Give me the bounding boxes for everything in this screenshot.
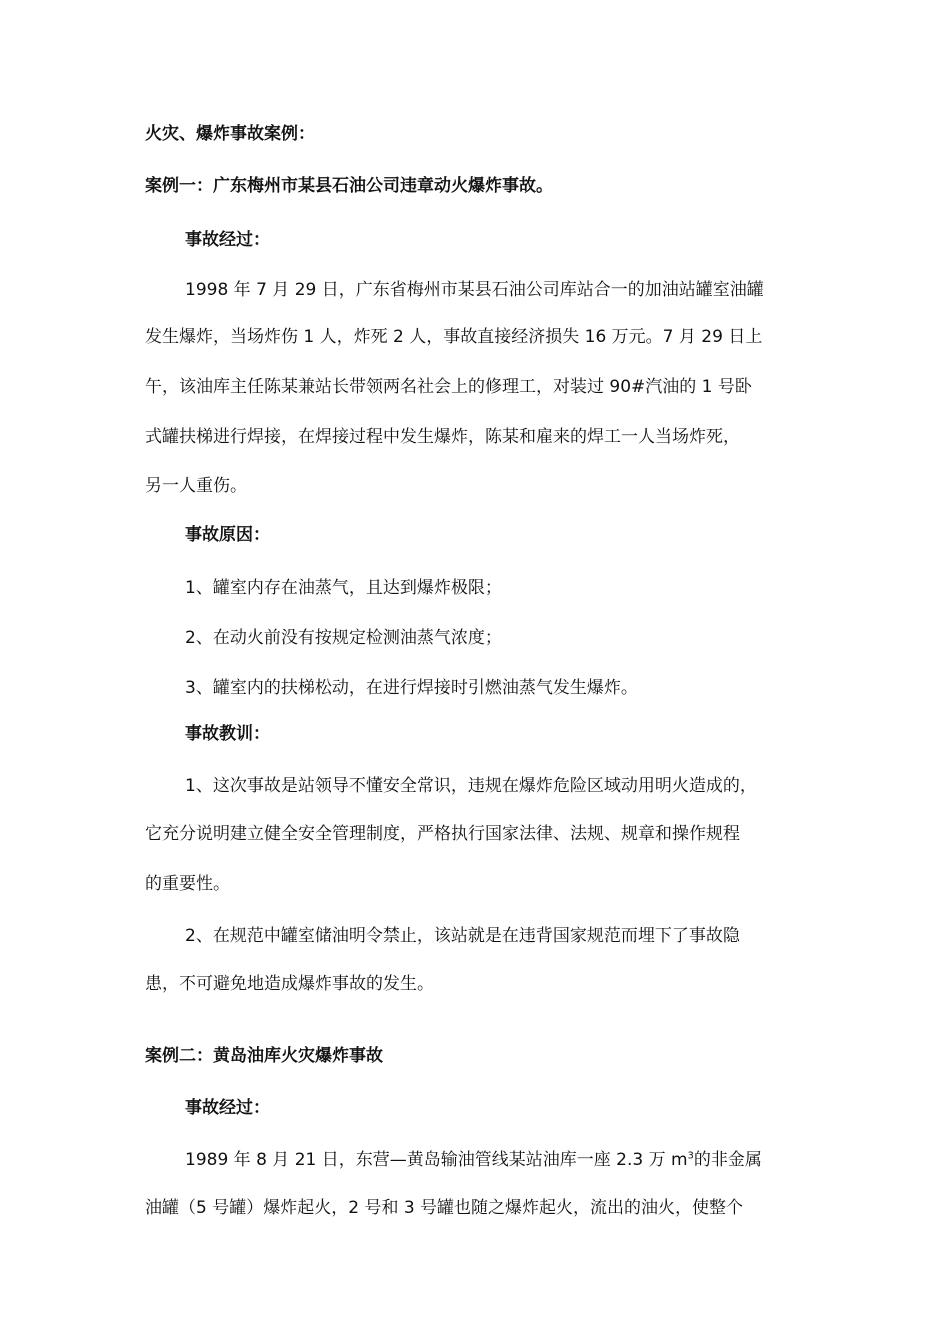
case2-process-line [0, 1148, 950, 1172]
case1-cause-item: 2、在动火前没有按规定检测油蒸气浓度； [185, 628, 502, 648]
case1-process-line: 式罐扶梯进行焊接，在焊接过程中发生爆炸，陈某和雇来的焊工一人当场炸死， [145, 427, 740, 447]
case1-lesson-line: 患，不可避免地造成爆炸事故的发生。 [145, 974, 434, 994]
case1-process-line: 另一人重伤。 [145, 476, 247, 496]
case1-cause-item: 1、罐室内存在油蒸气，且达到爆炸极限； [185, 578, 502, 598]
case1-lesson-line: 的重要性。 [145, 874, 230, 894]
case2-heading: 案例二：黄岛油库火灾爆炸事故 [145, 1046, 383, 1066]
case1-heading: 案例一：广东梅州市某县石油公司违章动火爆炸事故。 [145, 176, 553, 196]
case1-lesson-line: 1、这次事故是站领导不懂安全常识，违规在爆炸危险区域动用明火造成的， [185, 776, 757, 796]
superscript-3: 3 [687, 1150, 694, 1162]
case1-cause-item: 3、罐室内的扶梯松动，在进行焊接时引燃油蒸气发生爆炸。 [185, 678, 638, 698]
case1-process-heading: 事故经过： [185, 230, 270, 250]
case2-line1-text: 1989 年 8 月 21 日，东营—黄岛输油管线某站油库一座 2.3 万 m [185, 1150, 688, 1170]
case2-process-heading: 事故经过： [185, 1098, 270, 1118]
case1-lesson-line: 它充分说明建立健全安全管理制度，严格执行国家法律、法规、规章和操作规程 [145, 824, 740, 844]
case1-process-line: 发生爆炸，当场炸伤 1 人，炸死 2 人，事故直接经济损失 16 万元。7 月 29 日上 [145, 327, 763, 347]
case1-process-line: 午，该油库主任陈某兼站长带领两名社会上的修理工，对装过 90#汽油的 1 号卧 [145, 377, 752, 397]
case1-process-line: 1998 年 7 月 29 日，广东省梅州市某县石油公司库站合一的加油站罐室油罐 [185, 280, 764, 300]
case1-lesson-heading: 事故教训： [185, 724, 270, 744]
case2-line1-tail: 的非金属 [693, 1150, 762, 1170]
case1-cause-heading: 事故原因： [185, 525, 270, 545]
case1-lesson-line: 2、在规范中罐室储油明令禁止，该站就是在违背国家规范而埋下了事故隐 [185, 926, 740, 946]
document-title: 火灾、爆炸事故案例： [145, 124, 315, 144]
case2-process-line: 油罐（5 号罐）爆炸起火，2 号和 3 号罐也随之爆炸起火，流出的油火，使整个 [145, 1198, 744, 1218]
